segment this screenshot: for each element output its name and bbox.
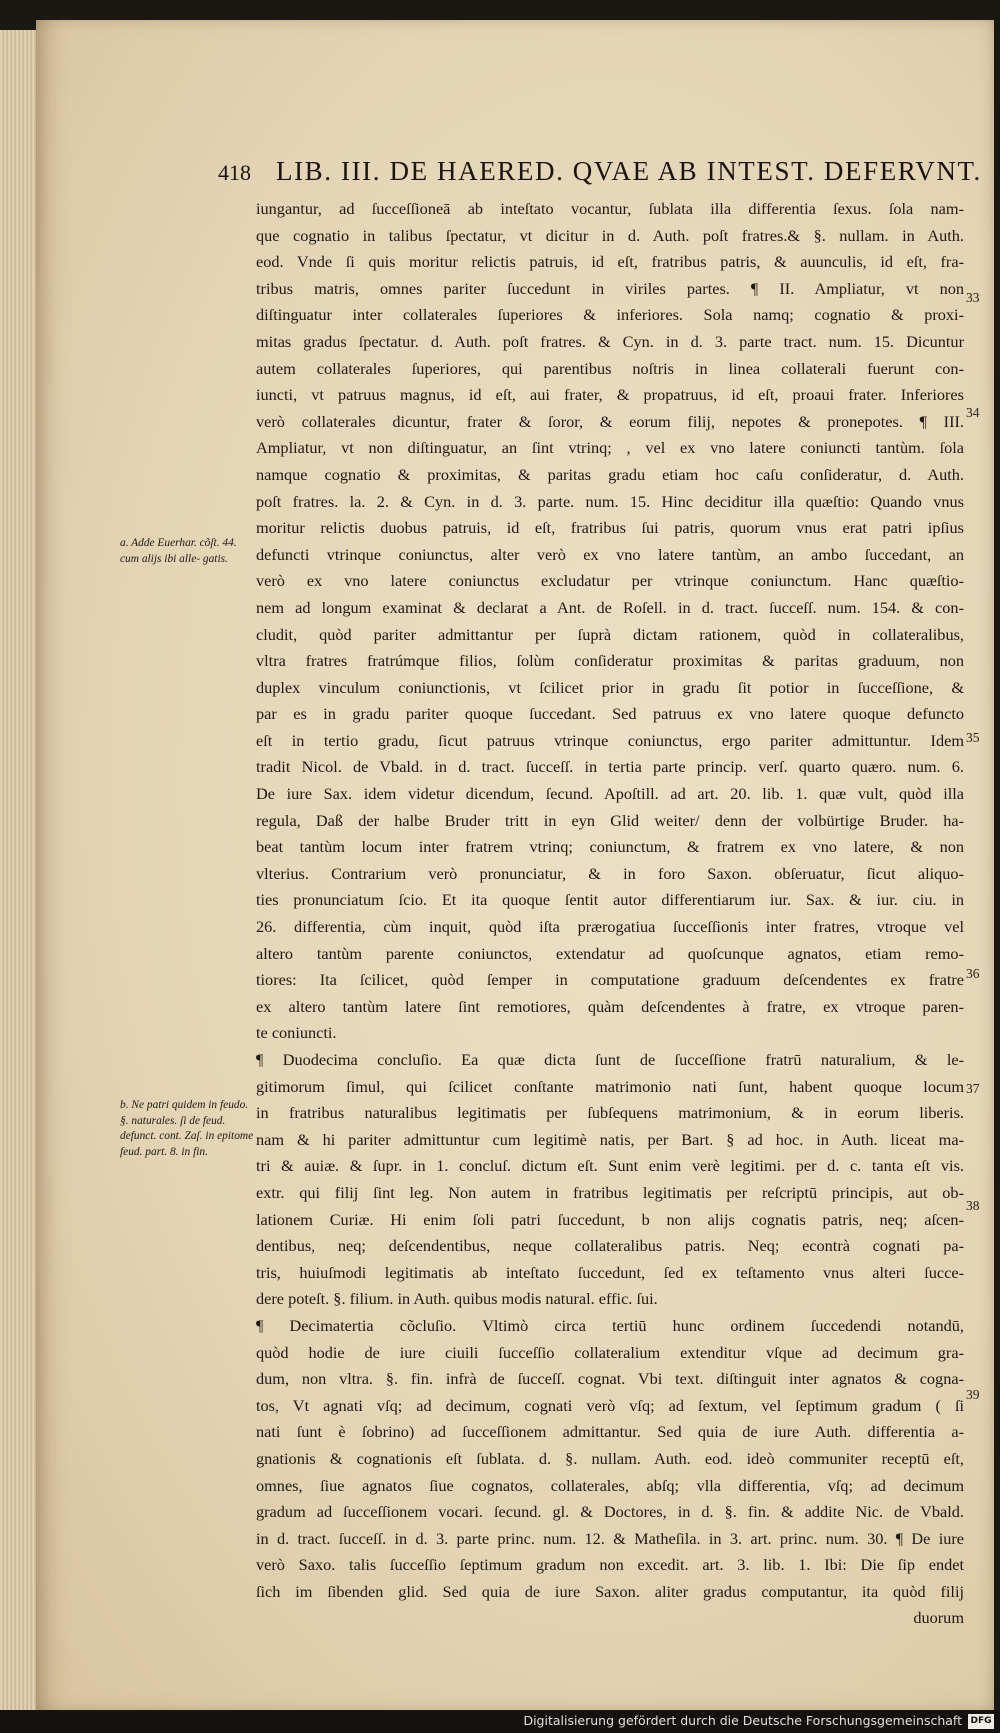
section-number: 39	[966, 1387, 980, 1402]
text-line: gradum ad ſucceſſionem vocari. ſecund. gl. & Doctores, in d. §. fin. & addite Nic. de Vbald.	[256, 1502, 964, 1522]
text-line: ties pronunciatum ſcio. Et ita quoque ſentit autor differentiarum iur. Sax. & iur. ciu. in	[256, 890, 964, 910]
page-header	[218, 156, 982, 196]
text-line: iungantur, ad ſucceſſioneā ab inteſtato vocantur, ſublata illa differentia ſexus. ſola nam-	[256, 199, 964, 218]
text-line: tribus matris, omnes pariter ſuccedunt in viriles partes. ¶ II. Ampliatur, vt non	[256, 278, 964, 298]
text-line: in fratribus naturalibus legitimatis per ſubſequens matrimonium, & in eorum liberis.	[256, 1103, 964, 1123]
text-line: tradit Nicol. de Vbald. in d. tract. ſucceſſ. in tertia parte princip. verſ. quarto quæro. num. 6.	[256, 757, 964, 777]
running-head: LIB. III. DE HAERED. QVAE AB INTEST. DEFERVNT.	[276, 156, 982, 186]
section-number: 37	[966, 1081, 980, 1096]
section-number: 35	[966, 730, 980, 745]
text-line: dentibus, neq; deſcendentibus, neque collateralibus patris. Neq; econtrà cognati pa-	[256, 1236, 964, 1256]
section-number: 36	[966, 966, 980, 981]
text-line: quòd hodie de iure ciuili ſucceſſio collateralium extenditur vſque ad decimum gra-	[256, 1342, 964, 1362]
text-line: nati ſunt è ſobrino) ad ſucceſſionem admittantur. Sed quia de iure Auth. differentia a-	[256, 1422, 964, 1442]
text-line: poſt fratres. la. 2. & Cyn. in d. 3. parte. num. 15. Hinc deciditur illa quæſtio: Quando vnus	[256, 491, 964, 511]
section-number: 34	[966, 405, 980, 420]
text-paragraph-2	[256, 1047, 964, 1313]
section-number: 33	[966, 290, 980, 305]
text-line: dere poteſt. §. filium. in Auth. quibus modis natural. effic. ſui.	[256, 1289, 658, 1309]
text-line: gitimorum ſimul, qui ſcilicet conſtante matrimonio nati ſunt, habent quoque locum	[256, 1076, 964, 1096]
text-line: duorum	[913, 1608, 964, 1628]
text-line: verò collaterales dicuntur, frater & ſoror, & eorum filij, nepotes & pronepotes. ¶ III.	[256, 411, 964, 431]
text-line: tris, huiuſmodi legitimatis ab inteſtato ſuccedunt, ſed ex teſtamento vnus alteri ſucce-	[256, 1262, 964, 1282]
text-line: altero tantùm parente coniunctos, extendatur ad quoſcunque agnatos, etiam remo-	[256, 943, 964, 963]
book-page-edges	[0, 30, 41, 1710]
text-line: verò Saxo. talis ſucceſſio ſeptimum gradum non excedit. art. 3. lib. 1. Ibi: Die ſip endet	[256, 1555, 964, 1575]
text-line: cludit, quòd pariter admittantur per ſuprà dictam rationem, quòd in collateralibus,	[256, 624, 964, 644]
text-line: vltra fratres fratrúmque filios, ſolùm conſideratur proximitas & paritas graduum, non	[256, 651, 964, 671]
dfg-logo-icon: DFG	[968, 1714, 994, 1729]
section-number: 38	[966, 1198, 980, 1213]
funding-credit: Digitalisierung gefördert durch die Deutsche Forschungsgemeinschaft	[523, 1713, 962, 1728]
text-paragraph-1	[256, 196, 964, 1047]
text-line: verò ex vno latere coniunctus excludatur per vtrinque coniunctum. Hanc quæſtio-	[256, 571, 964, 591]
text-line: omnes, ſiue agnatos ſiue cognatos, collaterales, abſq; vlla differentia, vſq; ad decimum	[256, 1475, 964, 1495]
text-line: ſich im ſibenden glid. Sed quia de iure Saxon. aliter gradus computantur, ita quòd filij	[256, 1581, 964, 1601]
text-line: dum, non vltra. §. fin. infrà de ſucceſſ. cognat. Vbi text. diſtinguit inter agnatos & cogna-	[256, 1369, 964, 1389]
text-line: ¶ Decimatertia cõcluſio. Vltimò circa tertiū hunc ordinem ſuccedendi notandū,	[256, 1315, 964, 1335]
text-line: tri & auiæ. & ſupr. in 1. concluſ. dictum eſt. Sunt enim verè legitimi. per d. c. tanta eſt vis.	[256, 1156, 964, 1176]
text-line: in d. tract. ſucceſſ. in d. 3. parte princ. num. 12. & Matheſila. in 3. art. princ. num. 30. ¶ De iure	[256, 1528, 964, 1548]
text-line: iuncti, vt patruus magnus, id eſt, aui frater, & propatruus, id eſt, proaui frater. Inferiores	[256, 385, 964, 405]
text-line: eod. Vnde ſi quis moritur relictis patruis, id eſt, fratribus patris, & auunculis, id eſt, fra-	[256, 252, 964, 272]
text-line: par es in gradu pariter quoque ſuccedant. Sed patruus ex vno latere quoque defuncto	[256, 704, 964, 724]
text-line: nem ad longum examinat & declarat a Ant. de Roſell. in d. tract. ſucceſſ. num. 154. & con-	[256, 597, 964, 617]
text-line: regula, Daß der halbe Bruder tritt in eyn Glid weiter/ denn der volbürtige Bruder. ha-	[256, 810, 964, 830]
main-text-block	[256, 196, 964, 1632]
text-line: De iure Sax. idem videtur dicendum, ſecund. Apoſtill. ad art. 20. lib. 1. quæ vult, quòd illa	[256, 784, 964, 804]
text-line: tos, Vt agnati vſq; ad decimum, cognati verò vſq; ad ſextum, vel ſeptimum gradum ( ſi	[256, 1395, 964, 1415]
text-line: vlterius. Contrarium verò pronunciatur, & in foro Saxon. obſeruatur, ſicut aliquo-	[256, 863, 964, 883]
text-line: gnationis & cognationis eſt ſublata. d. §. nullam. Auth. eod. ideò communiter receptū eſt,	[256, 1448, 964, 1468]
text-line: beat tantùm locum inter fratrem vtrinq; coniunctum, & fratrem ex vno latere, & non	[256, 837, 964, 857]
text-line: te coniuncti.	[256, 1023, 337, 1043]
text-line: diſtinguatur inter collaterales ſuperiores & inferiores. Sola namq; cognatio & proxi-	[256, 305, 964, 325]
text-line: que cognatio in talibus ſpectatur, vt dicitur in d. Auth. poſt fratres.& §. nullam. in Auth.	[256, 225, 964, 245]
text-line: 26. differentia, cùm inquit, quòd iſta prærogatiua ſucceſſionis inter fratres, vtroque vel	[256, 917, 964, 937]
text-line: nam & hi pariter admittuntur cum legitimè natis, per Bart. § ad hoc. in Auth. liceat ma-	[256, 1129, 964, 1149]
text-line: lationem Curiæ. Hi enim ſoli patri ſuccedunt, b non alijs cognatis patris, neq; aſcen-	[256, 1209, 964, 1229]
text-line: extr. qui filij ſint leg. Non autem in fratribus legitimatis per reſcriptū principis, aut ob-	[256, 1182, 964, 1202]
text-paragraph-3	[256, 1313, 964, 1632]
text-line: defuncti vtrinque coniunctus, alter verò ex vno latere tantùm, an ambo ſuccedant, an	[256, 544, 964, 564]
text-line: mitas gradus ſpectatur. d. Auth. poſt fratres. & Cyn. in d. 3. parte tract. num. 15. Dicuntur	[256, 331, 964, 351]
text-line: namque cognatio & proximitas, & paritas gradu etiam hoc caſu conſideratur, d. Auth.	[256, 464, 964, 484]
text-line: eſt in tertio gradu, ſicut patruus vtrinque coniunctus, ergo pariter admittuntur. Idem	[256, 730, 964, 750]
text-line: tiores: Ita ſcilicet, quòd ſemper in computatione graduum deſcendentes ex fratre	[256, 970, 964, 990]
text-line: ¶ Duodecima concluſio. Ea quæ dicta ſunt de ſucceſſione fratrū naturalium, & le-	[256, 1050, 964, 1069]
digitization-footer	[0, 1711, 1000, 1733]
text-line: ex altero tantùm latere ſint remotiores, quàm deſcendentes à fratre, ex vtroque paren-	[256, 996, 964, 1016]
text-line: autem collaterales ſuperiores, qui parentibus noſtris in linea collaterali fuerunt con-	[256, 358, 964, 378]
text-line: duplex vinculum coniunctionis, vt ſcilicet prior in gradu ſit potior in ſucceſſione, &	[256, 677, 964, 697]
text-line: moritur relictis duobus patruis, id eſt, fratribus ſui patris, quorum vnus erat patri ipſius	[256, 518, 964, 538]
folio-number: 418	[218, 160, 251, 185]
text-line: Ampliatur, vt non diſtinguatur, an ſint vtrinq; , vel ex vno latere coniuncti tantùm. ſola	[256, 438, 964, 458]
margin-note-b: b. Ne patri quidem in feudo. §. naturales. ſi de feud. defunct. cont. Zaſ. in epitome feud. part. 8. in fin.	[120, 1099, 254, 1158]
margin-note-a: a. Adde Euerhar. cõſt. 44. cum alijs ibi alle- gatis.	[120, 537, 237, 565]
